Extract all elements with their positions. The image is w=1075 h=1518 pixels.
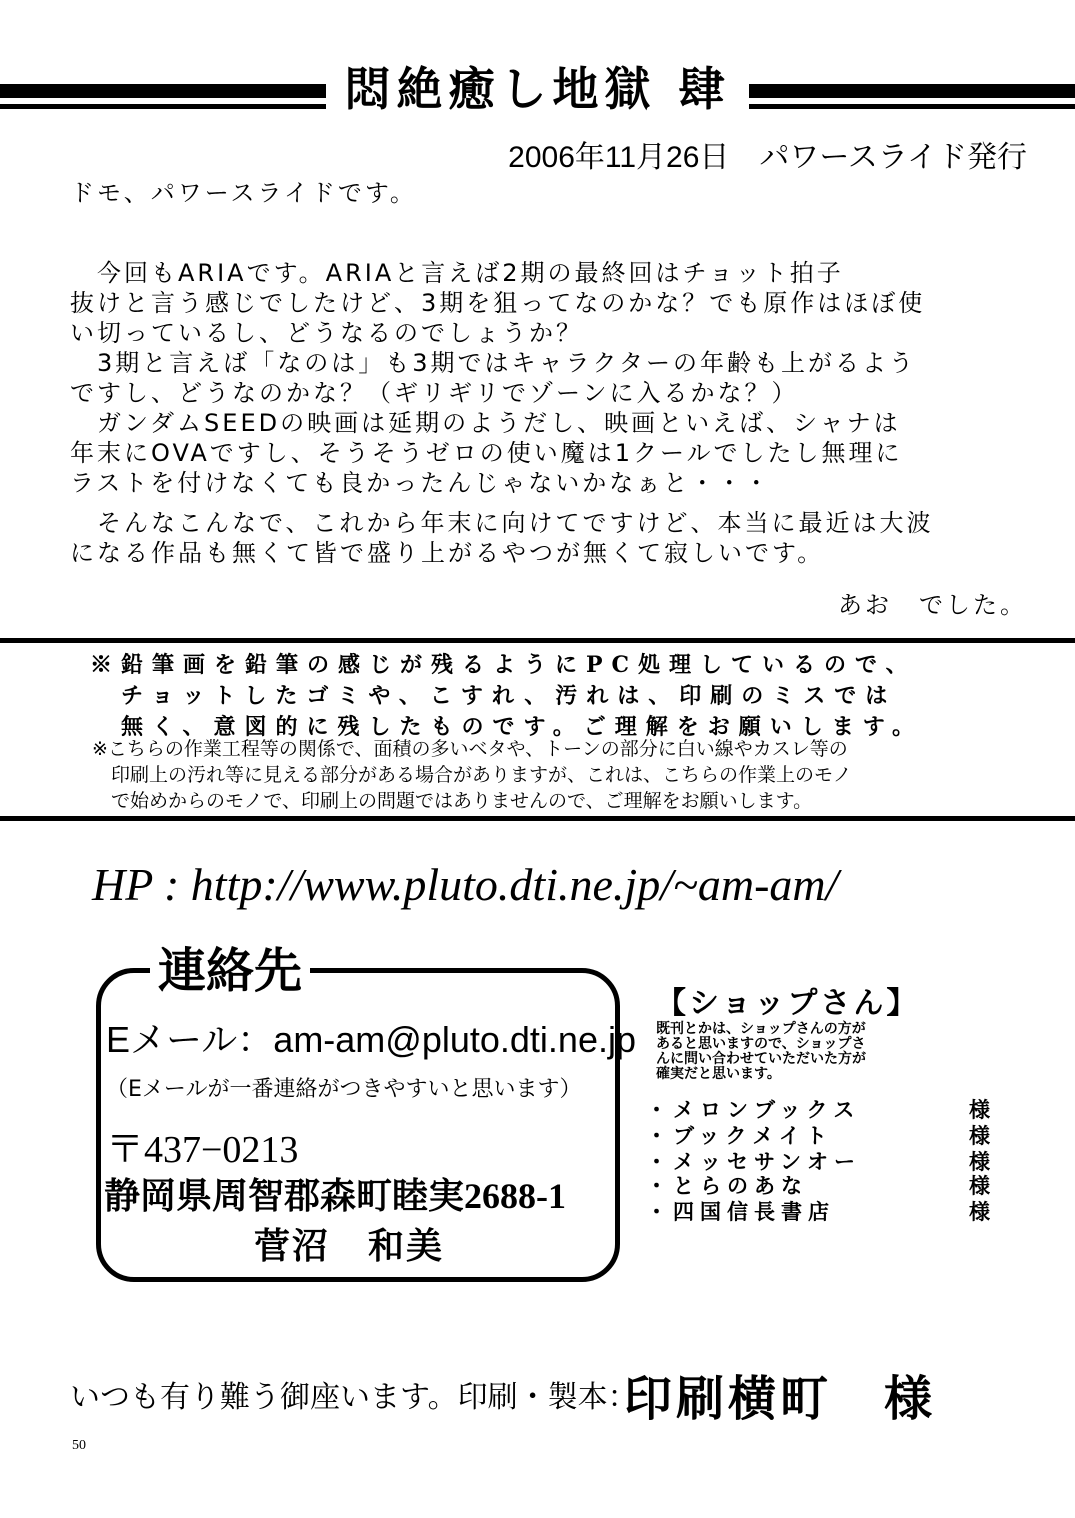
notice-pencil: ※鉛筆画を鉛筆の感じが残るようにPC処理しているので、 チョットしたゴミや、こすれ、汚れは、印刷のミスでは 無く、意図的に残したものです。ご理解をお願いします。 xyxy=(90,652,924,740)
notice-rule-top xyxy=(0,638,1075,643)
postal-address: 静岡県周智郡森町睦実2688-1 xyxy=(104,1176,566,1216)
shop-name: ・四国信長書店 xyxy=(646,1200,835,1224)
homepage-url[interactable]: HP : http://www.pluto.dti.ne.jp/~am-am/ xyxy=(92,859,839,910)
contact-email-note: （Eメールが一番連絡がつきやすいと思います） xyxy=(106,1077,582,1102)
shop-name: ・とらのあな xyxy=(646,1174,808,1198)
body-paragraph-1: 今回もARIAです。ARIAと言えば2期の最終回はチョット拍子 抜けと言う感じでしたけど、3期を狙ってなのかな？でも原作はほぼ使 い切っているし、どうなるのでしょうか？ 3期と言えば「なのは」も3期ではキャラクターの年齢も上がるよう ですし、どうなのかな？（ギリギリでゾーンに入るかな？） ガンダムSEEDの映画は延期のようだし、映画といえば、シャナは 年末にOVAですし、そうそうゼロの使い魔は1クールでしたし無理に ラストを付けなくても良かったんじゃないかなぁと・・・ xyxy=(70,259,926,497)
page-title: 悶絶癒し地獄 肆 xyxy=(326,62,748,116)
postal-code: 〒437−0213 xyxy=(106,1129,299,1171)
shops-note: 既刊とかは、ショップさんの方が あると思いますので、ショップさ んに問い合わせていただいた方が 確実だと思います。 xyxy=(656,1021,866,1082)
shop-honorific: 様 xyxy=(969,1098,996,1122)
body-paragraph-2: そんなこんなで、これから年末に向けてですけど、本当に最近は大波 になる作品も無くて皆で盛り上がるやつが無くて寂しいです。 xyxy=(70,509,934,567)
shop-honorific: 様 xyxy=(969,1174,996,1198)
shop-name: ・メッセサンオー xyxy=(646,1150,861,1174)
greeting: ドモ、パワースライドです。 xyxy=(70,179,417,207)
shop-honorific: 様 xyxy=(969,1150,996,1174)
notice-rule-bottom xyxy=(0,816,1075,821)
printer-name: 印刷横町 様 xyxy=(624,1371,937,1427)
title-band xyxy=(0,58,1075,120)
publication-date: 2006年11月26日 パワースライド発行 xyxy=(508,141,1027,174)
signoff: あお でした。 xyxy=(838,591,1027,619)
contact-heading: 連絡先 xyxy=(150,932,310,1001)
page-number: 50 xyxy=(72,1438,86,1453)
contact-name: 菅沼 和美 xyxy=(254,1226,445,1266)
notice-print: ※こちらの作業工程等の関係で、面積の多いベタや、トーンの部分に白い線やカスレ等の 印刷上の汚れ等に見える部分がある場合がありますが、これは、こちらの作業上のモノ で始めからのモノで、印刷上の問題ではありませんので、ご理解をお願いします。 xyxy=(92,738,852,812)
shop-name: ・メロンブックス xyxy=(646,1098,861,1122)
footer-thanks: いつも有り難う御座います。印刷・製本： xyxy=(70,1380,638,1415)
shop-honorific: 様 xyxy=(969,1124,996,1148)
contact-email[interactable]: Eメール：am-am@pluto.dti.ne.jp xyxy=(106,1019,636,1060)
shops-heading: 【ショップさん】 xyxy=(656,986,920,1021)
shop-name: ・ブックメイト xyxy=(646,1124,833,1148)
shop-honorific: 様 xyxy=(969,1200,996,1224)
shop-item xyxy=(646,1196,996,1226)
